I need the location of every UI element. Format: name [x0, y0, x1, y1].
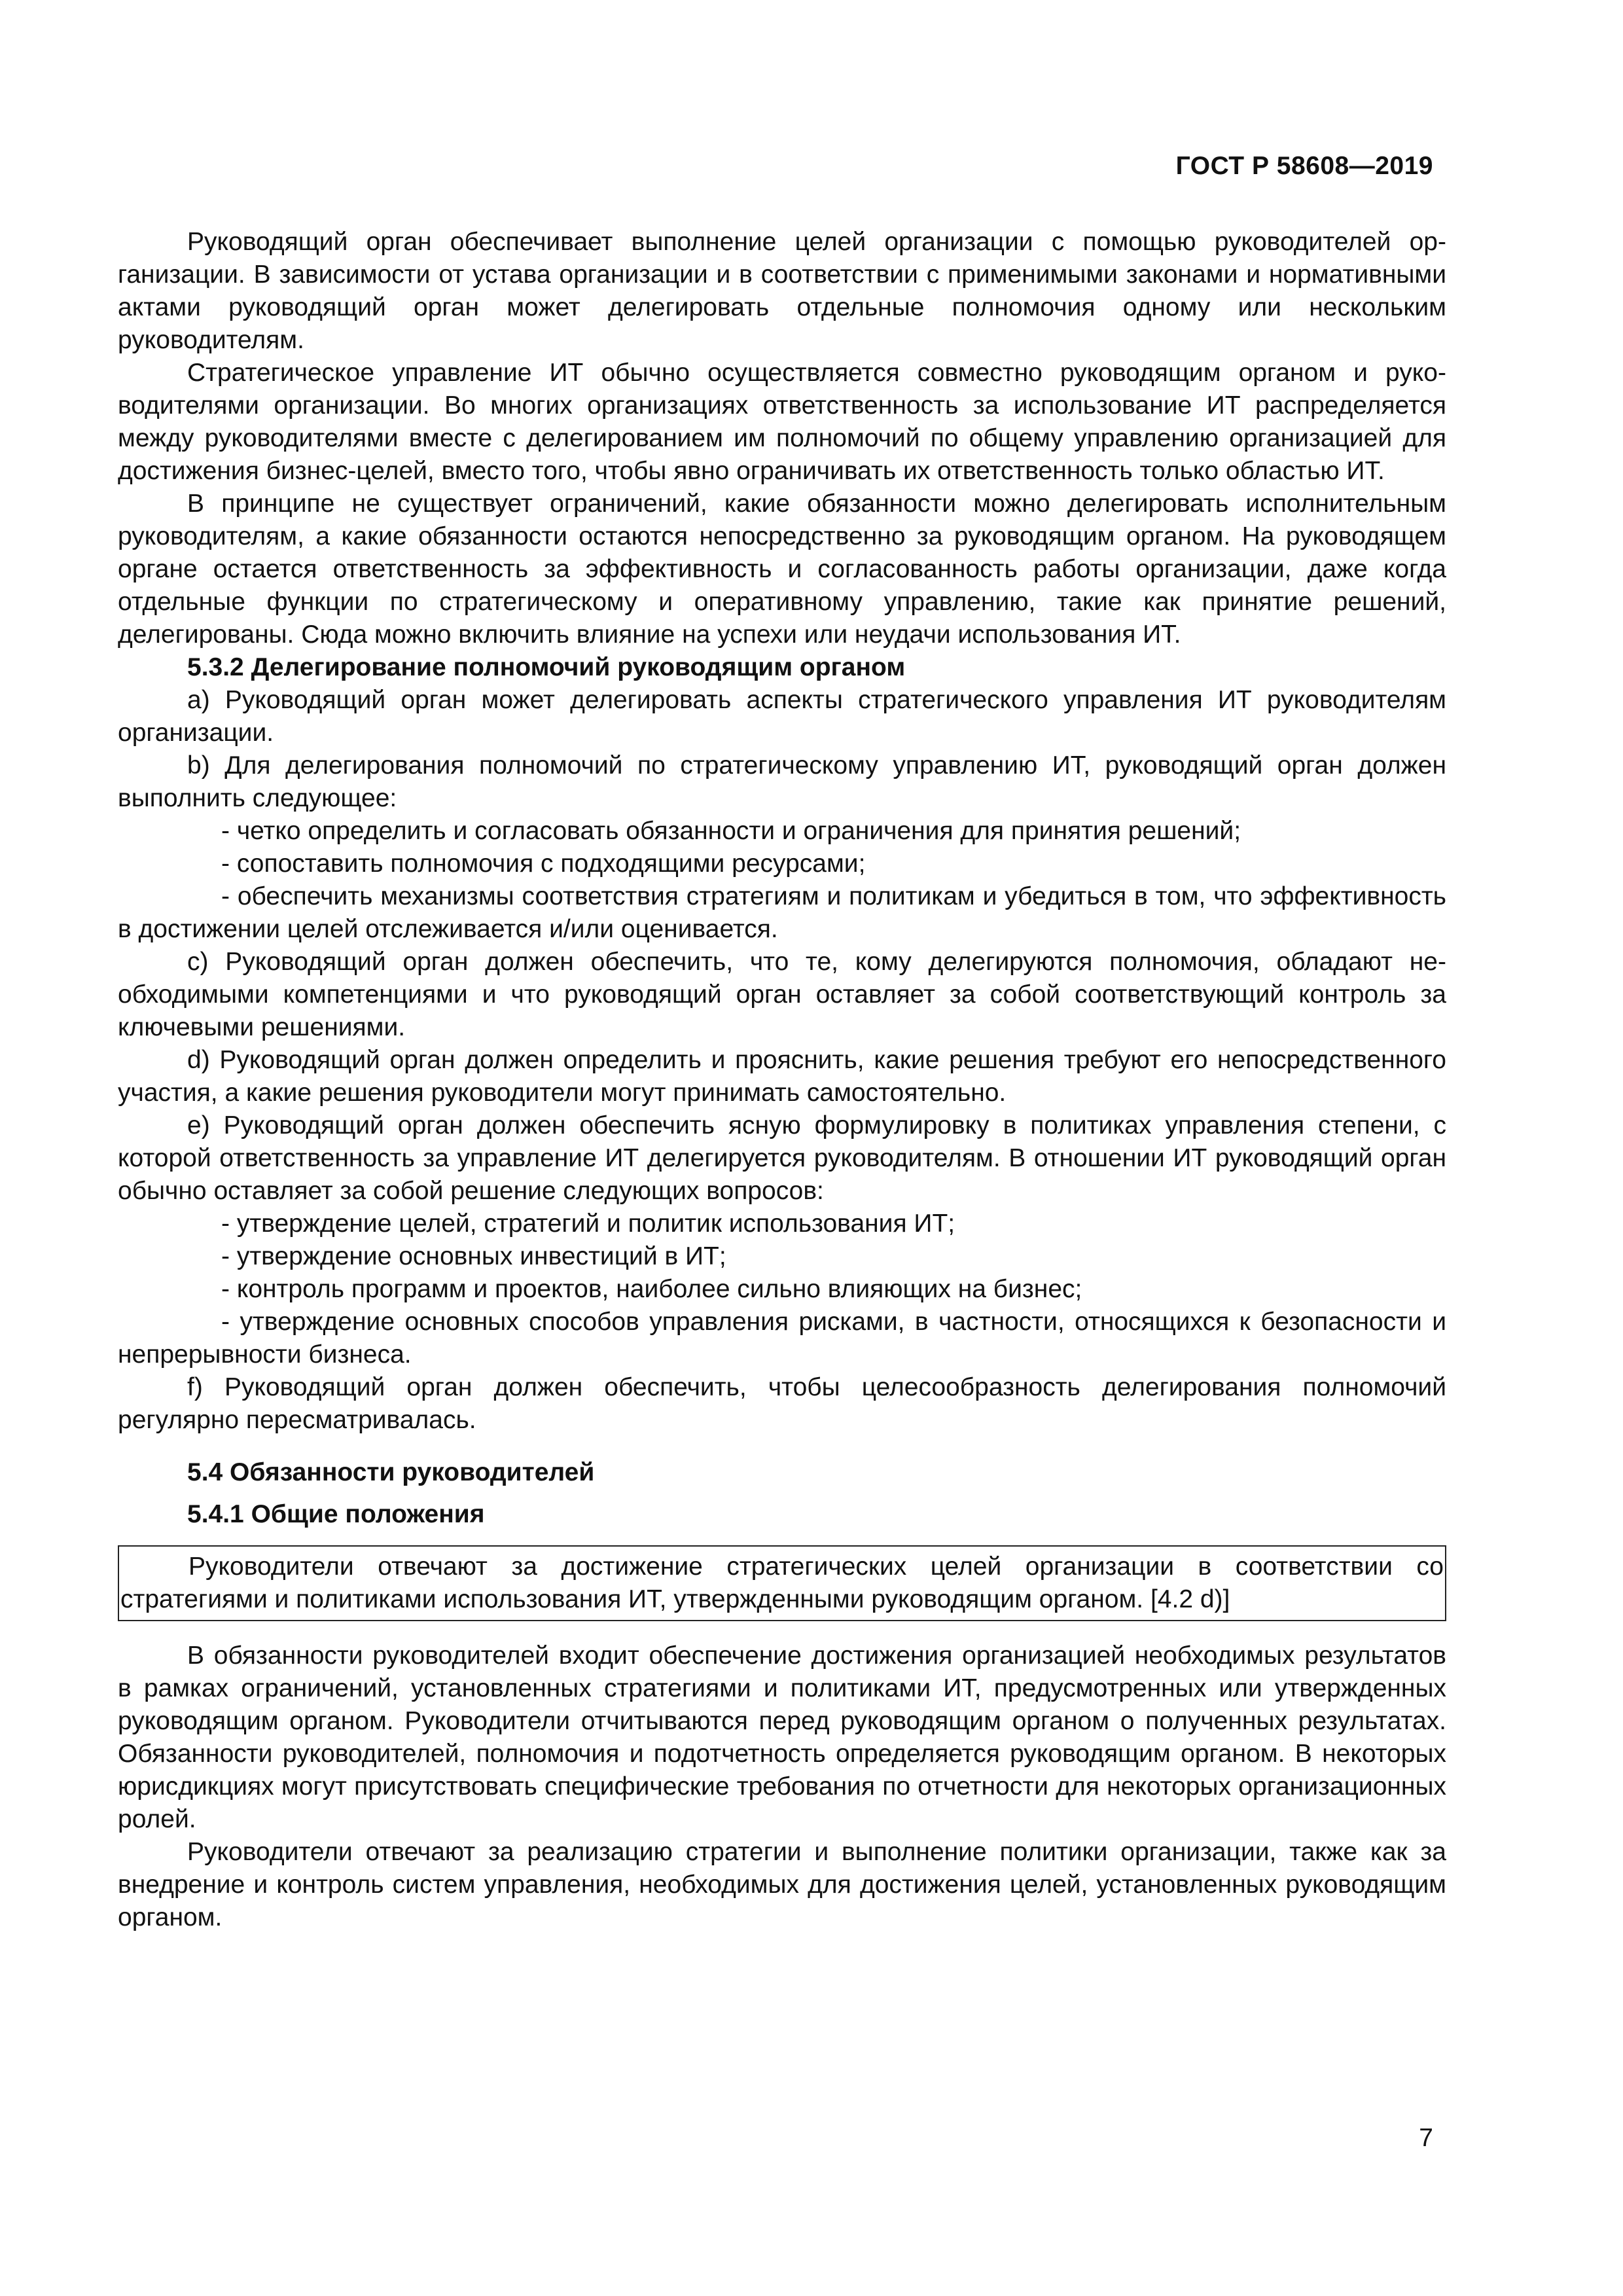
- principle-box: [118, 1545, 1446, 1621]
- section-heading-5-4-1: 5.4.1 Общие положения: [187, 1500, 485, 1528]
- sub-list-item: - утверждение целей, стратегий и политик использования ИТ;: [221, 1210, 955, 1238]
- sub-list-item: - обеспечить механизмы соответствия стратегиям и политикам и убедиться в том, что эффективность в достижении целей отслеживается и/или оценивается.: [118, 882, 1446, 943]
- standard-header: ГОСТ Р 58608—2019: [1175, 152, 1433, 180]
- paragraph: Руководящий орган обеспечивает выполнение целей организации с помощью руководителей организации. В зависимости от устава организации и в соответствии с применимыми законами и нормативными актами руководящий орган может делегировать отдельные полномочия одному или нескольким руководителям.: [118, 228, 1446, 354]
- list-item-c: с) Руководящий орган должен обеспечить, что те, кому делегируются полномочия, обладают необходимыми компетенциями и что руководящий орган оставляет за собой соответствующий контроль за ключевыми решениями.: [118, 948, 1446, 1041]
- paragraph: В обязанности руководителей входит обеспечение достижения организацией необходимых результатов в рамках ограничений, установленных стратегиями и политиками ИТ, предусмотренных или утвержденных руководящим органом. Руководители отчитываются перед руководящим органом о полученных результатах. Обязанности руководителей, полномочия и подотчетность определяется руководящим органом. В некоторых юрисдикциях могут присутствовать специфические требования по отчетности для некоторых организационных ролей.: [118, 1641, 1446, 1833]
- list-item-f: f) Руководящий орган должен обеспечить, чтобы целесообразность делегирования полномочий регулярно пересматривалась.: [118, 1373, 1446, 1434]
- paragraph: Руководители отвечают за реализацию стратегии и выполнение политики организации, также как за внедрение и контроль систем управления, необходимых для достижения целей, установленных руководящим органом.: [118, 1838, 1446, 1931]
- sub-list-item: - утверждение основных способов управления рисками, в частности, относящихся к безопасности и непрерывности бизнеса.: [118, 1308, 1446, 1369]
- list-item-a: а) Руководящий орган может делегировать аспекты стратегического управления ИТ руководителям организации.: [118, 686, 1446, 747]
- section-heading-5-4: 5.4 Обязанности руководителей: [187, 1458, 595, 1486]
- section-heading-5-3-2: 5.3.2 Делегирование полномочий руководящим органом: [187, 653, 906, 681]
- sub-list-item: - четко определить и согласовать обязанности и ограничения для принятия решений;: [221, 817, 1241, 845]
- sub-list-item: - сопоставить полномочия с подходящими ресурсами;: [221, 850, 866, 878]
- list-item-d: d) Руководящий орган должен определить и прояснить, какие решения требуют его непосредственного участия, а какие решения руководители могут принимать самостоятельно.: [118, 1046, 1446, 1107]
- sub-list-item: - контроль программ и проектов, наиболее сильно влияющих на бизнес;: [221, 1275, 1082, 1303]
- paragraph: В принципе не существует ограничений, какие обязанности можно делегировать исполнительным руководителям, а какие обязанности остаются непосредственно за руководящим органом. На руководящем органе остается ответственность за эффективность и согласованность работы организации, даже когда отдельные функции по стратегическому и оперативному управлению, такие как принятие решений, делегированы. Сюда можно включить влияние на успехи или неудачи использования ИТ.: [118, 490, 1446, 649]
- paragraph: Стратегическое управление ИТ обычно осуществляется совместно руководящим органом и руководителями организации. Во многих организациях ответственность за использование ИТ распределяется между руководителями вместе с делегированием им полномочий по общему управлению организацией для достижения бизнес-целей, вместо того, чтобы явно ограничивать их ответственность только областью ИТ.: [118, 359, 1446, 485]
- principle-text: Руководители отвечают за достижение стратегических целей организации в соответствии со стратегиями и политиками использования ИТ, утвержденными руководящим органом. [4.2 d)]: [120, 1552, 1444, 1613]
- page-number: 7: [1419, 2124, 1433, 2152]
- list-item-b: b) Для делегирования полномочий по стратегическому управлению ИТ, руководящий орган должен выполнить следующее:: [118, 751, 1446, 812]
- sub-list-item: - утверждение основных инвестиций в ИТ;: [221, 1242, 726, 1270]
- list-item-e: е) Руководящий орган должен обеспечить ясную формулировку в политиках управления степени, с которой ответственность за управление ИТ делегируется руководителям. В отношении ИТ руководящий орган обычно оставляет за собой решение следующих вопросов:: [118, 1111, 1446, 1205]
- page-content: [118, 226, 1446, 1934]
